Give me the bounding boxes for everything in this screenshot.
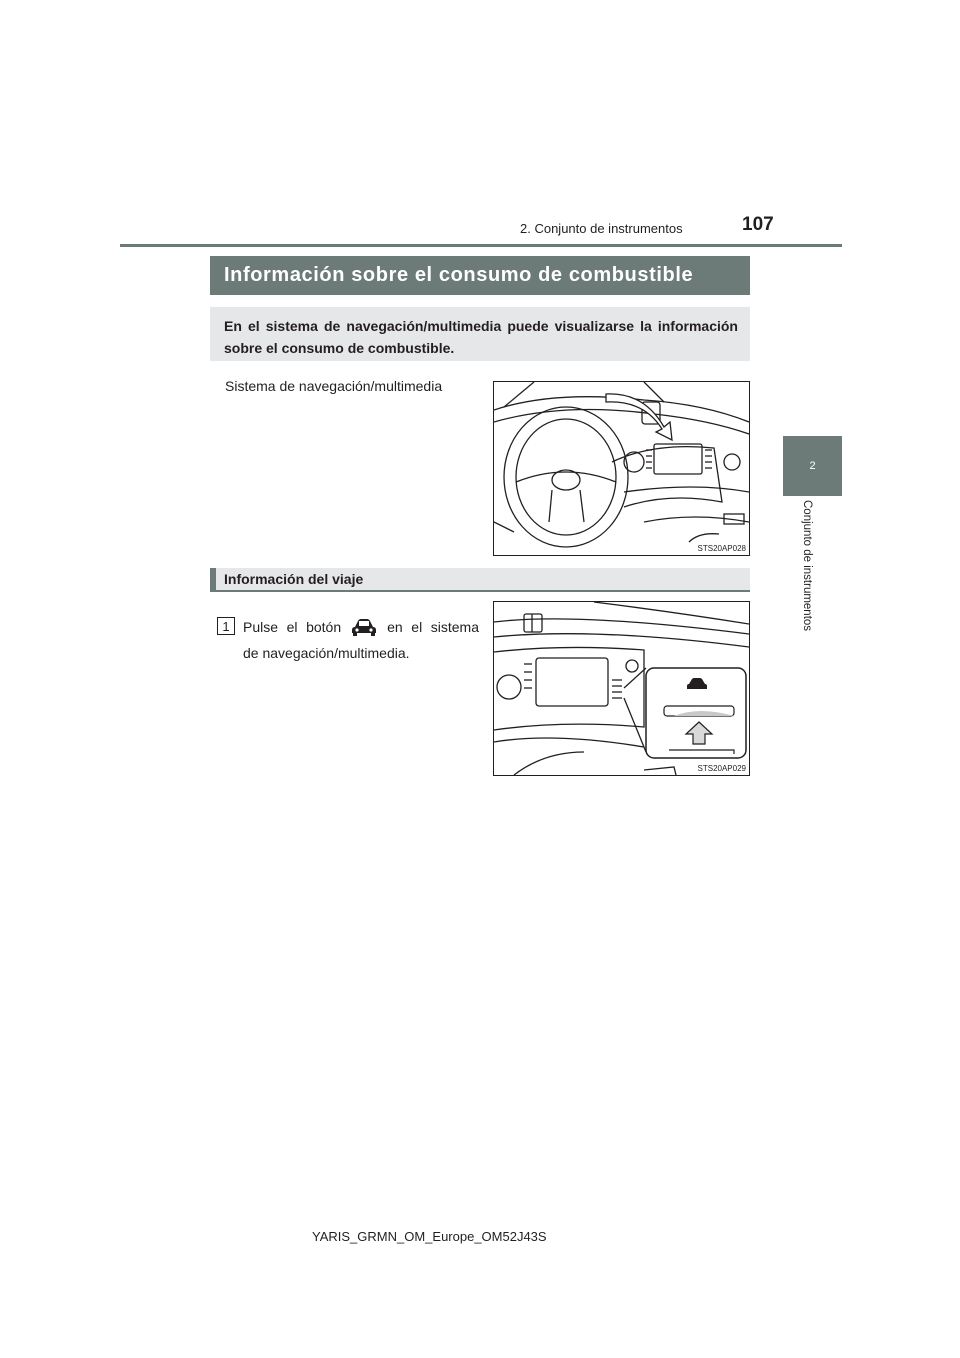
chapter-header: 2. Conjunto de instrumentos bbox=[520, 221, 683, 236]
document-id: YARIS_GRMN_OM_Europe_OM52J43S bbox=[312, 1229, 547, 1244]
header-divider bbox=[120, 244, 842, 247]
section-title: Información sobre el consumo de combustible bbox=[210, 256, 750, 295]
subsection-title: Información del viaje bbox=[210, 568, 750, 592]
step-instruction bbox=[243, 614, 479, 666]
dashboard-illustration bbox=[493, 381, 750, 556]
step-text-after: en el sistema de navegación/multimedia. bbox=[243, 619, 479, 661]
dashboard-drawing bbox=[494, 382, 749, 555]
figure2-code: STS20AP029 bbox=[697, 764, 746, 773]
multimedia-panel-illustration bbox=[493, 601, 750, 776]
step-number: 1 bbox=[217, 617, 235, 635]
multimedia-drawing bbox=[494, 602, 749, 775]
car-icon bbox=[349, 618, 379, 636]
page-number: 107 bbox=[742, 214, 774, 235]
figure1-caption: Sistema de navegación/multimedia bbox=[225, 378, 443, 394]
section-intro: En el sistema de navegación/multimedia puede visualizarse la información sobre el consumo de combustible. bbox=[210, 307, 750, 361]
step-text-before: Pulse el botón bbox=[243, 619, 342, 635]
chapter-tab-label: Conjunto de instrumentos bbox=[801, 500, 813, 632]
figure1-code: STS20AP028 bbox=[697, 544, 746, 553]
chapter-tab[interactable]: 2 bbox=[783, 436, 842, 496]
